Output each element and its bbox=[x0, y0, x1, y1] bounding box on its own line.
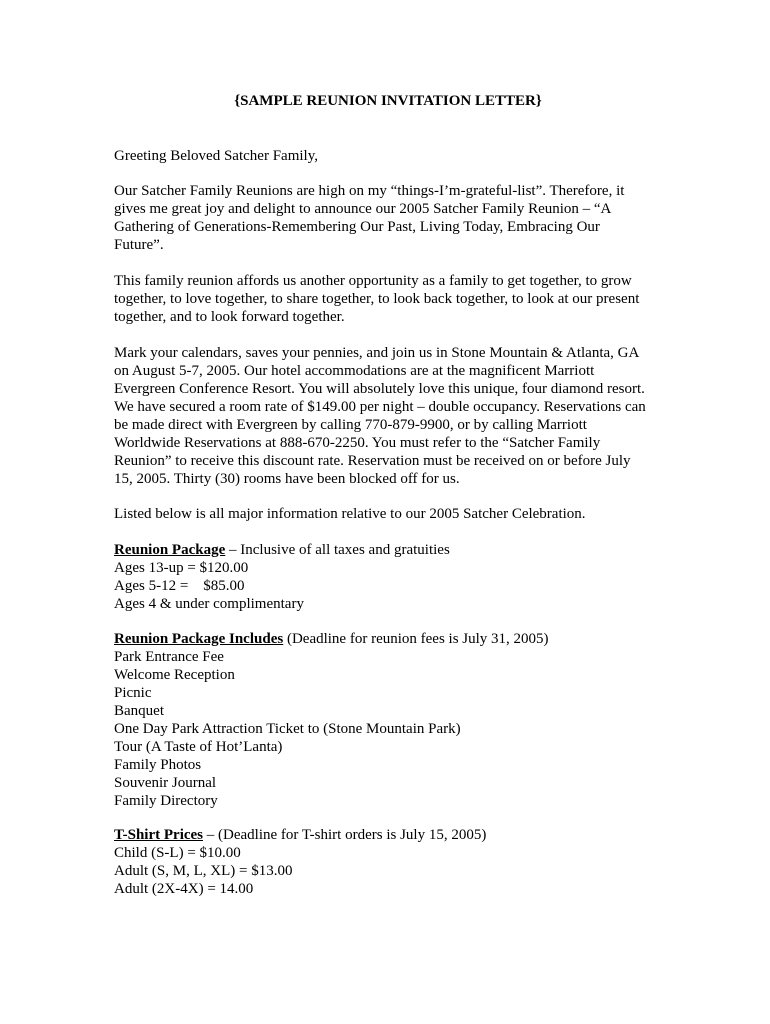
paragraph-line: Mark your calendars, saves your pennies, and join us in Stone Mountain & Atlanta, GA bbox=[114, 345, 640, 361]
reunion-package-heading: Reunion Package bbox=[114, 542, 226, 558]
paragraph-line: Gathering of Generations-Remembering Our Past, Living Today, Embracing Our bbox=[114, 219, 600, 235]
paragraph-line: Future”. bbox=[114, 237, 164, 253]
paragraph-line: Reunion” to receive this discount rate. Reservation must be received on or before July bbox=[114, 453, 631, 469]
letter-title: {SAMPLE REUNION INVITATION LETTER} bbox=[234, 93, 542, 109]
list-item: Park Entrance Fee bbox=[114, 649, 224, 665]
paragraph-line: be made direct with Evergreen by calling 770-879-9900, or by calling Marriott bbox=[114, 417, 587, 433]
paragraph-line: This family reunion affords us another opportunity as a family to get together, to grow bbox=[114, 273, 632, 289]
list-item: Child (S-L) = $10.00 bbox=[114, 845, 241, 861]
paragraph-line: Our Satcher Family Reunions are high on my “things-I’m-grateful-list”. Therefore, it bbox=[114, 183, 625, 199]
list-item: Family Photos bbox=[114, 757, 202, 773]
paragraph-line: Evergreen Conference Resort. You will absolutely love this unique, four diamond resort. bbox=[114, 381, 645, 397]
list-item: One Day Park Attraction Ticket to (Stone Mountain Park) bbox=[114, 721, 461, 737]
list-item: Ages 13-up = $120.00 bbox=[114, 560, 249, 576]
paragraph-listed-below: Listed below is all major information relative to our 2005 Satcher Celebration. bbox=[114, 506, 586, 522]
package-includes-note: (Deadline for reunion fees is July 31, 2005) bbox=[283, 631, 549, 647]
list-item: Souvenir Journal bbox=[114, 775, 217, 791]
paragraph-line: 15, 2005. Thirty (30) rooms have been blocked off for us. bbox=[114, 471, 460, 487]
package-includes-heading: Reunion Package Includes bbox=[114, 631, 284, 647]
list-item: Ages 5-12 = $85.00 bbox=[114, 578, 245, 594]
list-item: Adult (S, M, L, XL) = $13.00 bbox=[114, 863, 293, 879]
reunion-package-note: – Inclusive of all taxes and gratuities bbox=[225, 542, 450, 558]
tshirt-prices-note: – (Deadline for T-shirt orders is July 15, 2005) bbox=[203, 827, 487, 843]
section-heading-line bbox=[114, 541, 450, 559]
paragraph-line: Worldwide Reservations at 888-670-2250. You must refer to the “Satcher Family bbox=[114, 435, 601, 451]
paragraph-line: gives me great joy and delight to announce our 2005 Satcher Family Reunion – “A bbox=[114, 201, 612, 217]
list-item: Banquet bbox=[114, 703, 164, 719]
list-item: Adult (2X-4X) = 14.00 bbox=[114, 881, 254, 897]
list-item: Welcome Reception bbox=[114, 667, 235, 683]
paragraph-line: together, and to look forward together. bbox=[114, 309, 345, 325]
list-item: Family Directory bbox=[114, 793, 218, 809]
section-heading-line bbox=[114, 630, 549, 648]
tshirt-prices-heading: T-Shirt Prices bbox=[114, 827, 204, 843]
paragraph-line: We have secured a room rate of $149.00 per night – double occupancy. Reservations can bbox=[114, 399, 646, 415]
paragraph-line: on August 5-7, 2005. Our hotel accommodations are at the magnificent Marriott bbox=[114, 363, 595, 379]
greeting: Greeting Beloved Satcher Family, bbox=[114, 148, 318, 164]
section-heading-line bbox=[114, 826, 486, 844]
list-item: Tour (A Taste of Hot’Lanta) bbox=[114, 739, 283, 755]
paragraph-line: together, to love together, to share together, to look back together, to look at our present bbox=[114, 291, 640, 307]
list-item: Picnic bbox=[114, 685, 152, 701]
list-item: Ages 4 & under complimentary bbox=[114, 596, 304, 612]
